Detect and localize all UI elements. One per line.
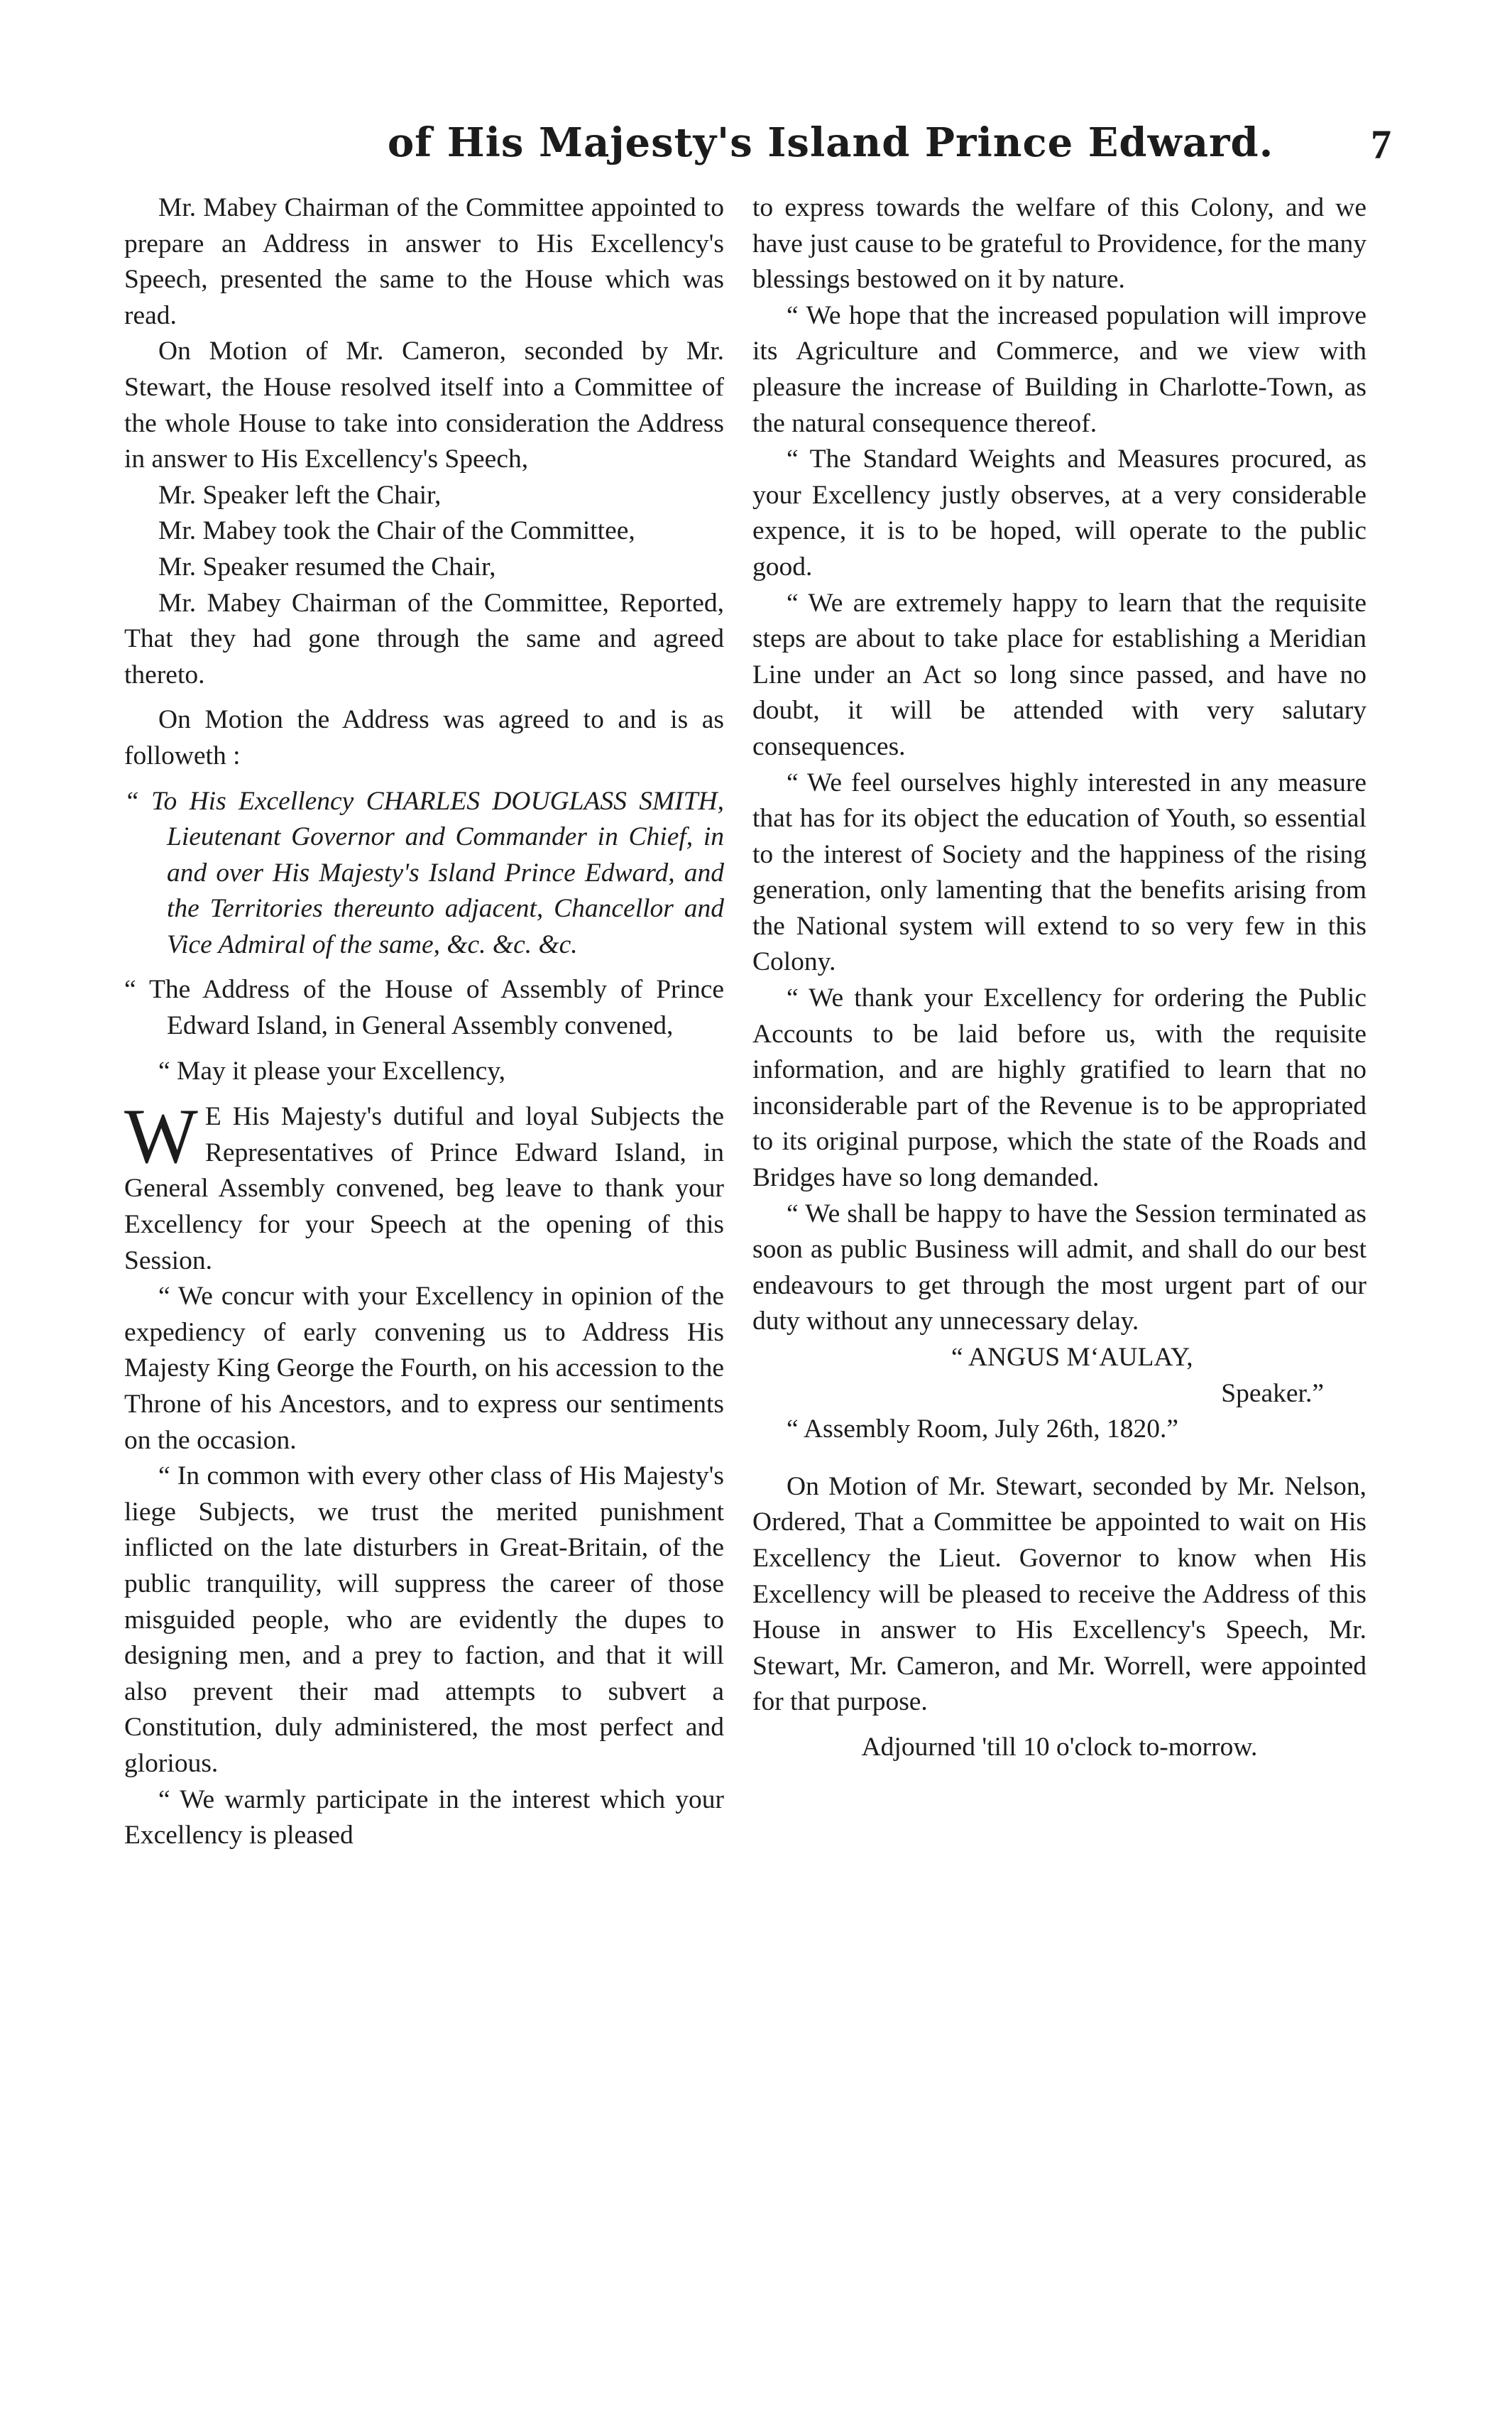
address-salutation: “ May it please your Excellency, <box>158 1056 506 1086</box>
paragraph-continuation: to express towards the welfare of this Colony, and we have just cause to be grateful to Providence, for the many blessings bestowed on it by nature. <box>752 193 1366 295</box>
paragraph-committee-reported: Mr. Mabey Chairman of the Committee, Reported, That they had gone through the same and agreed thereto. <box>124 588 724 689</box>
address-sender: “ The Address of the House of Assembly of Prince Edward Island, in General Assembly convened, <box>124 975 724 1041</box>
dateline: “ Assembly Room, July 26th, 1820.” <box>787 1414 1179 1444</box>
paragraph-in-common: “ In common with every other class of His Majesty's liege Subjects, we trust the merited punishment inflicted on the late disturbers in Great-Britain, of the public tranquility, will suppress the career of those misguided people, who are evidently the dupes to designing men, and a prey to faction, and that it will also prevent their mad attempts to subvert a Constitution, duly administered, the most perfect and glorious. <box>124 1461 724 1778</box>
paragraph-concur: “ We concur with your Excellency in opinion of the expediency of early convening us to Address His Majesty King George the Fourth, on his accession to the Throne of his Ancestors, and to express our sentiments on the occasion. <box>124 1282 724 1455</box>
paragraph-session: “ We shall be happy to have the Session terminated as soon as public Business will admit, and shall do our best endeavours to get through the most urgent part of our duty without any unnecessary delay. <box>752 1199 1366 1336</box>
paragraph-public-accounts: “ We thank your Excellency for ordering the Public Accounts to be laid before us, with the requisite information, and are highly gratified to learn that no inconsiderable part of the Revenue is to be appropriated to its original purpose, which the state of the Roads and Bridges have so long demanded. <box>752 983 1366 1193</box>
running-head: of His Majesty's Island Prince Edward. <box>387 119 1274 166</box>
paragraph-population: “ We hope that the increased population will improve its Agriculture and Commerce, and we view with pleasure the increase of Building in Charlotte-Town, as the natural consequence thereof. <box>752 300 1366 438</box>
paragraph-speaker-resumed: Mr. Speaker resumed the Chair, <box>158 552 496 582</box>
address-opening-text: E His Majesty's dutiful and loyal Subjects the Representatives of Prince Edward Island, in General Assembly convened, beg leave to thank your Excellency for your Speech at the opening of this Session. <box>124 1102 724 1275</box>
paragraph-warmly-participate: “ We warmly participate in the interest which your Excellency is pleased <box>124 1784 724 1850</box>
paragraph-education: “ We feel ourselves highly interested in any measure that has for its object the education of Youth, so essential to the interest of Society and the happiness of the rising generation, only lamenting that the benefits arising from the National system will extend to so very few in this Colony. <box>752 768 1366 977</box>
paragraph-committee-report: Mr. Mabey Chairman of the Committee appointed to prepare an Address in answer to His Excellency's Speech, presented the same to the House which was read. <box>124 193 724 330</box>
paragraph-mabey-chair: Mr. Mabey took the Chair of the Committee, <box>158 516 635 546</box>
paragraph-motion-committee: On Motion of Mr. Cameron, seconded by Mr. Stewart, the House resolved itself into a Committee of the whole House to take into consideration the Address in answer to His Excellency's Speech, <box>124 337 724 474</box>
left-column <box>124 190 724 1854</box>
drop-cap-letter: W <box>124 1093 198 1180</box>
adjournment-line: Adjourned 'till 10 o'clock to-morrow. <box>861 1732 1258 1762</box>
page-header <box>369 119 1391 183</box>
signature-title: Speaker.” <box>1221 1378 1324 1408</box>
address-opening-paragraph <box>124 1093 724 1279</box>
address-recipient: “ To His Excellency CHARLES DOUGLASS SMITH, Lieutenant Governor and Commander in Chief, in and over His Majesty's Island Prince Edward, and the Territories thereunto adjacent, Chancellor and Vice Admiral of the same, &c. &c. &c. <box>124 786 724 959</box>
paragraph-address-agreed: On Motion the Address was agreed to and is as followeth : <box>124 705 724 770</box>
paragraph-speaker-left: Mr. Speaker left the Chair, <box>158 480 442 510</box>
signature-name: “ ANGUS M‘AULAY, <box>951 1343 1193 1372</box>
paragraph-weights-measures: “ The Standard Weights and Measures procured, as your Excellency justly observes, at a very considerable expence, it is to be hoped, will operate to the public good. <box>752 445 1366 582</box>
page-number: 7 <box>1371 121 1391 168</box>
paragraph-meridian-line: “ We are extremely happy to learn that the requisite steps are about to take place for establishing a Meridian Line under an Act so long since passed, and have no doubt, it will be attended with very salutary consequences. <box>752 588 1366 761</box>
paragraph-motion-wait: On Motion of Mr. Stewart, seconded by Mr. Nelson, Ordered, That a Committee be appointed to wait on His Excellency the Lieut. Governor to know when His Excellency will be pleased to receive the Address of this House in answer to His Excellency's Speech, Mr. Stewart, Mr. Cameron, and Mr. Worrell, were appointed for that purpose. <box>752 1471 1366 1717</box>
right-column <box>752 190 1366 1766</box>
